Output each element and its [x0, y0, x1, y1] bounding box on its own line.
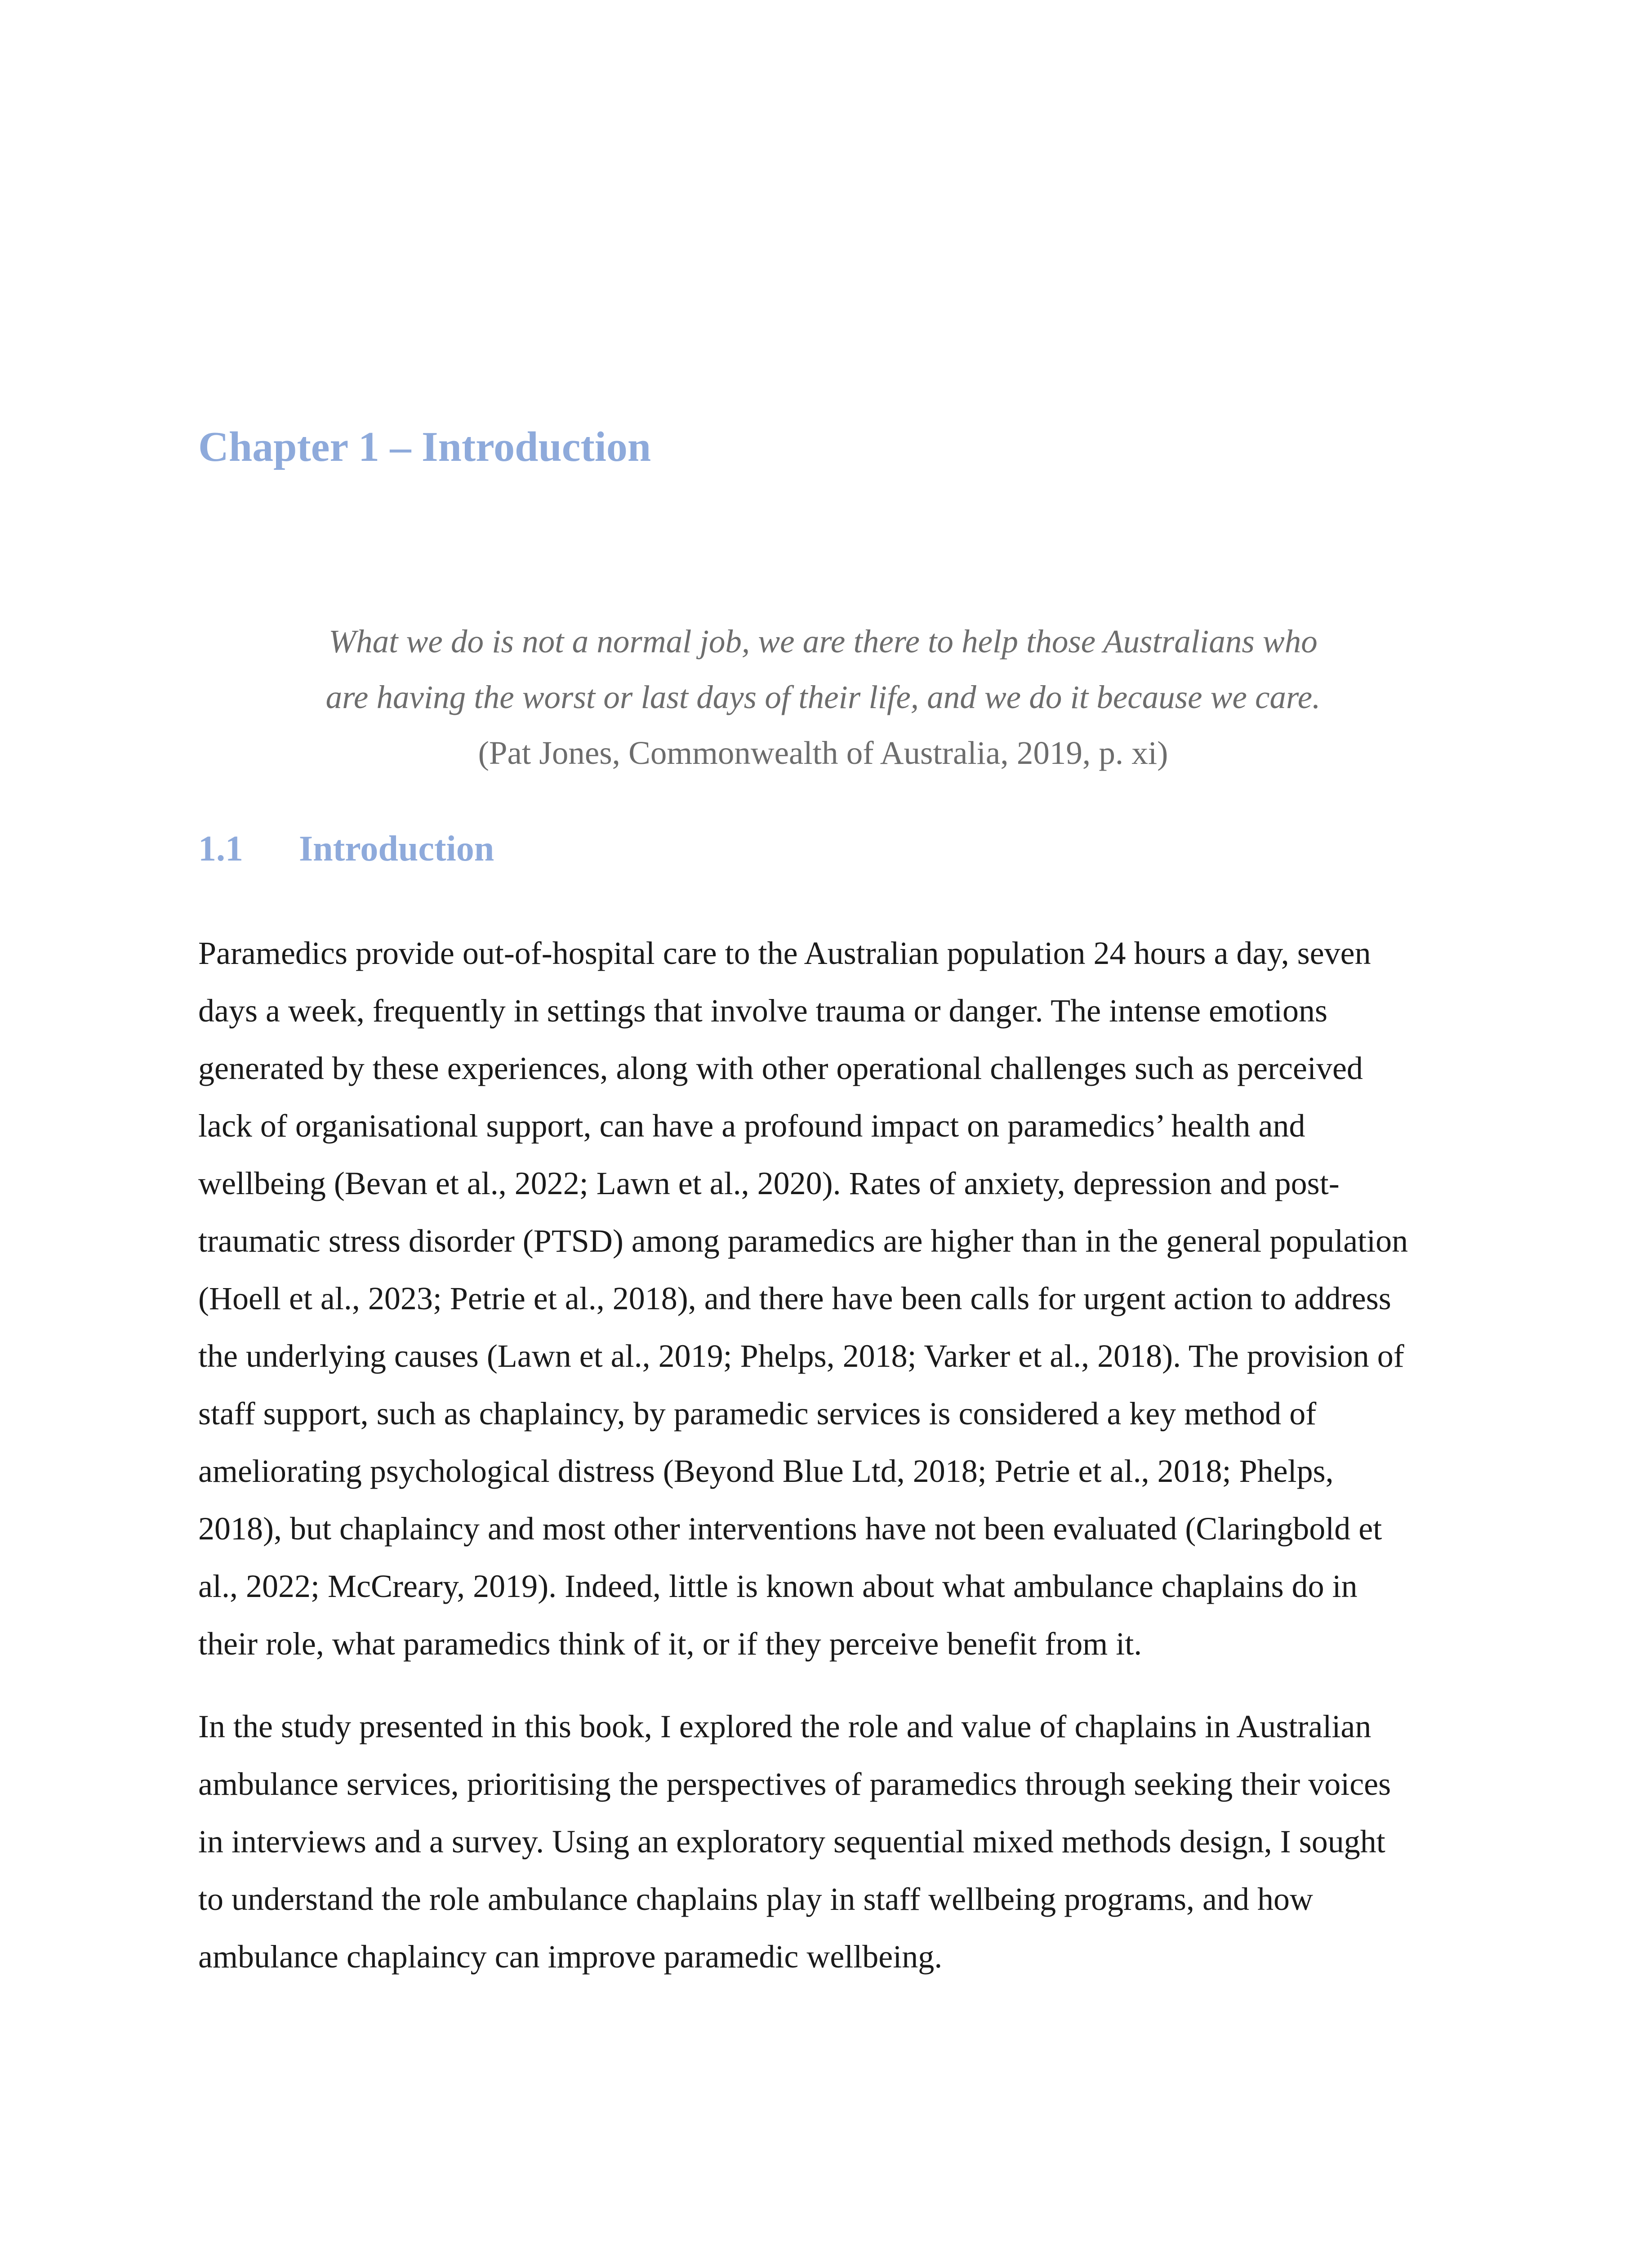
paragraph-line: generated by these experiences, along with other operational challenges such as perceived	[198, 1050, 1363, 1086]
paragraph-line: ameliorating psychological distress (Beyond Blue Ltd, 2018; Petrie et al., 2018; Phelps,	[198, 1453, 1334, 1489]
paragraph-line: Paramedics provide out-of-hospital care to the Australian population 24 hours a day, seven	[198, 935, 1371, 971]
body-paragraph	[198, 1698, 1448, 1985]
paragraph-line: lack of organisational support, can have a profound impact on paramedics’ health and	[198, 1108, 1305, 1144]
paragraph-line: wellbeing (Bevan et al., 2022; Lawn et al., 2020). Rates of anxiety, depression and post-	[198, 1165, 1340, 1201]
paragraph-line: ambulance chaplaincy can improve paramedic wellbeing.	[198, 1939, 943, 1975]
epigraph-quote-line: are having the worst or last days of their life, and we do it because we care.	[325, 679, 1321, 715]
paragraph-line: to understand the role ambulance chaplains play in staff wellbeing programs, and how	[198, 1881, 1313, 1917]
epigraph-quote-line: What we do is not a normal job, we are there to help those Australians who	[329, 623, 1318, 660]
paragraph-line: their role, what paramedics think of it, or if they perceive benefit from it.	[198, 1626, 1142, 1662]
section-number: 1.1	[198, 829, 243, 869]
paragraph-line: in interviews and a survey. Using an exploratory sequential mixed methods design, I sought	[198, 1824, 1385, 1860]
epigraph	[198, 614, 1448, 781]
paragraph-line: In the study presented in this book, I explored the role and value of chaplains in Australian	[198, 1708, 1371, 1744]
paragraph-line: al., 2022; McCreary, 2019). Indeed, little is known about what ambulance chaplains do in	[198, 1568, 1358, 1604]
paragraph-line: traumatic stress disorder (PTSD) among paramedics are higher than in the general population	[198, 1223, 1408, 1259]
paragraph-line: staff support, such as chaplaincy, by paramedic services is considered a key method of	[198, 1396, 1317, 1432]
section-heading	[198, 827, 494, 870]
section-title: Introduction	[299, 829, 494, 869]
chapter-title: Chapter 1 – Introduction	[198, 424, 651, 470]
paragraph-line: 2018), but chaplaincy and most other interventions have not been evaluated (Claringbold et	[198, 1511, 1382, 1547]
paragraph-line: (Hoell et al., 2023; Petrie et al., 2018), and there have been calls for urgent action to address	[198, 1280, 1391, 1316]
paragraph-line: ambulance services, prioritising the perspectives of paramedics through seeking their voices	[198, 1766, 1391, 1802]
epigraph-citation: (Pat Jones, Commonwealth of Australia, 2019, p. xi)	[478, 735, 1168, 771]
paragraph-line: days a week, frequently in settings that involve trauma or danger. The intense emotions	[198, 993, 1328, 1029]
body-paragraph	[198, 924, 1448, 1673]
paragraph-line: the underlying causes (Lawn et al., 2019; Phelps, 2018; Varker et al., 2018). The provision of	[198, 1338, 1404, 1374]
